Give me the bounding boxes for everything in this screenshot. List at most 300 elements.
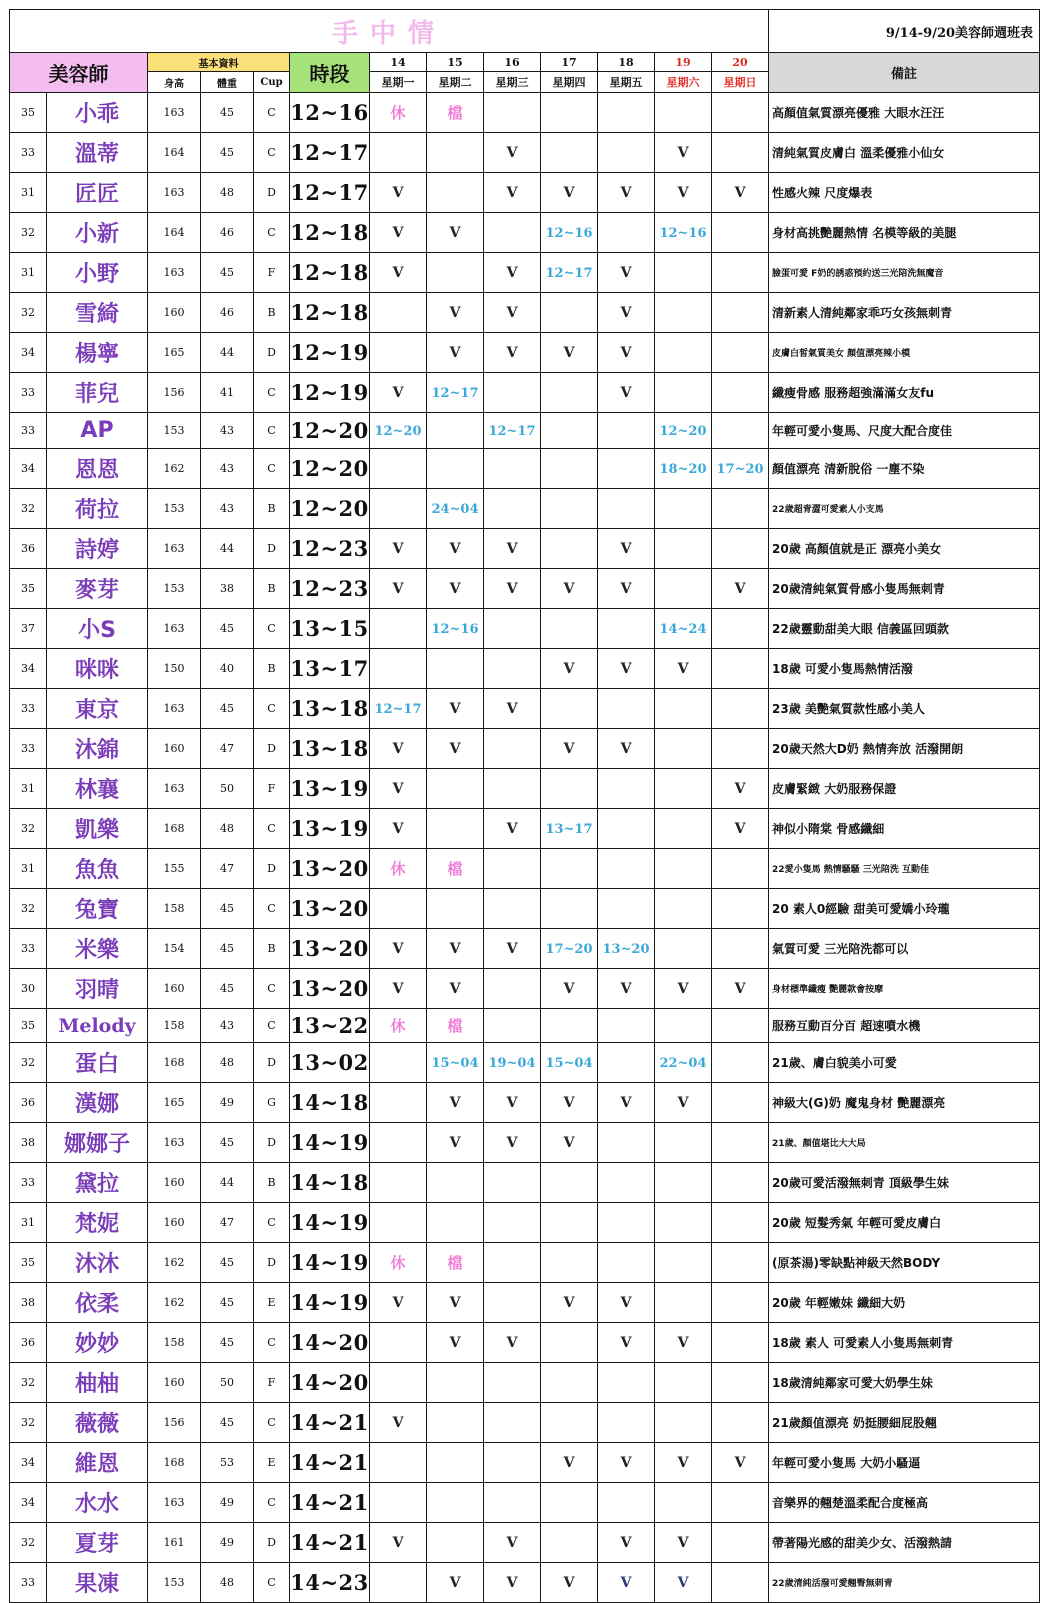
table-row: [10, 609, 1040, 649]
day-cell: [370, 1203, 427, 1243]
day-value: V: [449, 1094, 461, 1111]
header-date: 18: [598, 53, 655, 72]
day-value: V: [620, 1574, 632, 1591]
height-cell: 161: [148, 1523, 201, 1563]
day-cell: [655, 1203, 712, 1243]
day-cell: [598, 1323, 655, 1363]
day-cell: [427, 333, 484, 373]
note-cell: 神級大(G)奶 魔鬼身材 艷麗漂亮: [769, 1083, 1040, 1123]
note-cell: 高顏值氣質漂亮優雅 大眼水汪汪: [769, 93, 1040, 133]
day-cell: [598, 1523, 655, 1563]
day-value: V: [563, 1094, 575, 1111]
day-cell: [370, 649, 427, 689]
day-cell: [427, 649, 484, 689]
cup-cell: C: [254, 133, 290, 173]
day-cell: [484, 93, 541, 133]
note-cell: 18歲 素人 可愛素人小隻馬無刺青: [769, 1323, 1040, 1363]
day-cell: [598, 1563, 655, 1603]
day-cell: [598, 569, 655, 609]
weight-cell: 44: [201, 333, 254, 373]
height-cell: 150: [148, 649, 201, 689]
day-value: 12~16: [659, 225, 707, 241]
day-cell: [541, 93, 598, 133]
note-cell: 臉蛋可愛 F奶的誘惑預約送三光陪洗無魔音: [769, 253, 1040, 293]
day-cell: [370, 1323, 427, 1363]
day-cell: [541, 173, 598, 213]
note-cell: 20歲 短髮秀氣 年輕可愛皮膚白: [769, 1203, 1040, 1243]
day-cell: [655, 929, 712, 969]
day-cell: [541, 133, 598, 173]
day-cell: [484, 529, 541, 569]
day-value: V: [563, 344, 575, 361]
beautician-name: 恩恩: [47, 449, 148, 489]
day-value: V: [563, 184, 575, 201]
day-cell: [484, 1243, 541, 1283]
day-cell: [655, 1403, 712, 1443]
day-cell: [484, 333, 541, 373]
day-cell: [370, 293, 427, 333]
beautician-name: 梵妮: [47, 1203, 148, 1243]
time-slot-cell: 13~20: [290, 889, 370, 929]
table-row: [10, 373, 1040, 413]
cup-cell: D: [254, 729, 290, 769]
day-cell: [598, 333, 655, 373]
time-slot-cell: 14~19: [290, 1203, 370, 1243]
day-value: 18~20: [659, 461, 707, 477]
time-slot-cell: 13~20: [290, 929, 370, 969]
age-cell: 33: [10, 1563, 47, 1603]
day-cell: [541, 449, 598, 489]
day-value: V: [392, 184, 404, 201]
day-cell: [712, 1203, 769, 1243]
day-cell: [541, 1009, 598, 1043]
day-cell: [541, 373, 598, 413]
day-cell: [712, 253, 769, 293]
time-slot-cell: 13~20: [290, 969, 370, 1009]
height-cell: 158: [148, 889, 201, 929]
note-cell: 年輕可愛小隻馬 大奶小騷逼: [769, 1443, 1040, 1483]
table-row: [10, 769, 1040, 809]
time-slot-cell: 14~21: [290, 1403, 370, 1443]
day-cell: [370, 93, 427, 133]
note-cell: 身材高挑艷麗熱情 名模等級的美腿: [769, 213, 1040, 253]
height-cell: 160: [148, 293, 201, 333]
table-row: [10, 689, 1040, 729]
age-cell: 38: [10, 1123, 47, 1163]
header-date: 14: [370, 53, 427, 72]
day-cell: [370, 1123, 427, 1163]
day-cell: [655, 849, 712, 889]
day-cell: [598, 1243, 655, 1283]
time-slot-cell: 12~18: [290, 293, 370, 333]
age-cell: 32: [10, 1403, 47, 1443]
day-cell: [598, 809, 655, 849]
weight-cell: 43: [201, 449, 254, 489]
weight-cell: 45: [201, 1123, 254, 1163]
beautician-name: 麥芽: [47, 569, 148, 609]
note-cell: 神似小隋棠 骨感纖細: [769, 809, 1040, 849]
beautician-name: 羽晴: [47, 969, 148, 1009]
day-cell: [427, 213, 484, 253]
weight-cell: 45: [201, 1323, 254, 1363]
header-weekday: 星期一: [370, 72, 427, 93]
cup-cell: D: [254, 529, 290, 569]
day-value: V: [506, 1534, 518, 1551]
beautician-name: 柚柚: [47, 1363, 148, 1403]
day-cell: [598, 1203, 655, 1243]
height-cell: 163: [148, 1123, 201, 1163]
day-value: 12~17: [374, 701, 422, 717]
time-slot-cell: 12~20: [290, 413, 370, 449]
day-value: V: [734, 820, 746, 837]
day-value: V: [506, 304, 518, 321]
weight-cell: 50: [201, 1363, 254, 1403]
beautician-name: 維恩: [47, 1443, 148, 1483]
day-value: V: [449, 580, 461, 597]
day-cell: [655, 93, 712, 133]
header-date: 16: [484, 53, 541, 72]
height-cell: 158: [148, 1009, 201, 1043]
day-cell: [655, 373, 712, 413]
header-weekday: 星期四: [541, 72, 598, 93]
time-slot-cell: 14~19: [290, 1243, 370, 1283]
day-value: V: [677, 1334, 689, 1351]
day-cell: [427, 1283, 484, 1323]
beautician-name: 果凍: [47, 1563, 148, 1603]
day-cell: [598, 253, 655, 293]
day-cell: [541, 649, 598, 689]
day-cell: [484, 1323, 541, 1363]
table-row: [10, 1363, 1040, 1403]
day-cell: [484, 1363, 541, 1403]
age-cell: 31: [10, 769, 47, 809]
height-cell: 162: [148, 449, 201, 489]
day-cell: [484, 413, 541, 449]
time-slot-cell: 13~17: [290, 649, 370, 689]
height-cell: 156: [148, 373, 201, 413]
beautician-name: 東京: [47, 689, 148, 729]
day-value: V: [734, 1454, 746, 1471]
day-cell: [370, 729, 427, 769]
note-cell: 身材標準纖瘦 艷麗款會按摩: [769, 969, 1040, 1009]
age-cell: 34: [10, 1443, 47, 1483]
table-row: [10, 929, 1040, 969]
day-cell: [484, 1403, 541, 1443]
day-cell: [484, 1163, 541, 1203]
weight-cell: 49: [201, 1483, 254, 1523]
day-value: 24~04: [431, 501, 479, 517]
day-cell: [655, 133, 712, 173]
height-cell: 162: [148, 1283, 201, 1323]
day-cell: [484, 689, 541, 729]
day-cell: [655, 569, 712, 609]
day-value: 休: [390, 1017, 406, 1035]
table-row: [10, 729, 1040, 769]
note-cell: 22歲超青澀可愛素人小支馬: [769, 489, 1040, 529]
age-cell: 34: [10, 1483, 47, 1523]
day-value: V: [506, 1094, 518, 1111]
day-cell: [484, 1203, 541, 1243]
day-cell: [712, 809, 769, 849]
day-cell: [598, 373, 655, 413]
day-cell: [370, 1163, 427, 1203]
beautician-name: 詩婷: [47, 529, 148, 569]
age-cell: 34: [10, 449, 47, 489]
day-cell: [712, 173, 769, 213]
note-cell: 皮膚白皙氣質美女 顏值漂亮辣小模: [769, 333, 1040, 373]
day-cell: [427, 373, 484, 413]
day-cell: [370, 1283, 427, 1323]
day-cell: [427, 889, 484, 929]
height-cell: 168: [148, 1043, 201, 1083]
day-value: 檔: [447, 104, 463, 122]
day-cell: [712, 1443, 769, 1483]
time-slot-cell: 13~02: [290, 1043, 370, 1083]
day-cell: [370, 769, 427, 809]
cup-cell: B: [254, 569, 290, 609]
note-cell: 皮膚緊緻 大奶服務保證: [769, 769, 1040, 809]
day-value: V: [449, 1134, 461, 1151]
day-cell: [655, 1123, 712, 1163]
day-value: V: [563, 1574, 575, 1591]
day-value: V: [392, 1414, 404, 1431]
day-cell: [712, 849, 769, 889]
day-value: V: [392, 1534, 404, 1551]
table-row: [10, 1443, 1040, 1483]
height-cell: 162: [148, 1243, 201, 1283]
note-cell: 性感火辣 尺度爆表: [769, 173, 1040, 213]
day-cell: [484, 1043, 541, 1083]
time-slot-cell: 12~16: [290, 93, 370, 133]
table-row: [10, 253, 1040, 293]
weight-cell: 44: [201, 529, 254, 569]
age-cell: 30: [10, 969, 47, 1009]
time-slot-cell: 12~20: [290, 449, 370, 489]
day-value: V: [620, 580, 632, 597]
age-cell: 32: [10, 1363, 47, 1403]
day-cell: [484, 929, 541, 969]
age-cell: 36: [10, 1323, 47, 1363]
header-weekday: 星期六: [655, 72, 712, 93]
height-cell: 163: [148, 769, 201, 809]
day-value: V: [563, 980, 575, 997]
day-cell: [370, 1483, 427, 1523]
age-cell: 31: [10, 173, 47, 213]
age-cell: 32: [10, 293, 47, 333]
day-cell: [427, 1563, 484, 1603]
day-cell: [541, 1523, 598, 1563]
day-cell: [655, 1323, 712, 1363]
day-cell: [598, 1403, 655, 1443]
height-cell: 158: [148, 1323, 201, 1363]
day-value: V: [620, 980, 632, 997]
age-cell: 36: [10, 529, 47, 569]
day-cell: [484, 889, 541, 929]
header-date: 17: [541, 53, 598, 72]
header-weekday: 星期五: [598, 72, 655, 93]
note-cell: 20歲 高顏值就是正 漂亮小美女: [769, 529, 1040, 569]
day-cell: [655, 1443, 712, 1483]
time-slot-cell: 14~21: [290, 1443, 370, 1483]
day-cell: [712, 1323, 769, 1363]
day-cell: [484, 969, 541, 1009]
day-value: V: [677, 1534, 689, 1551]
day-cell: [712, 449, 769, 489]
day-cell: [598, 729, 655, 769]
day-value: V: [449, 304, 461, 321]
day-value: 12~17: [488, 423, 536, 439]
time-slot-cell: 13~19: [290, 769, 370, 809]
day-cell: [484, 649, 541, 689]
weight-cell: 45: [201, 969, 254, 1009]
day-value: V: [734, 980, 746, 997]
day-value: 17~20: [716, 461, 764, 477]
weight-cell: 45: [201, 1403, 254, 1443]
day-value: V: [620, 1094, 632, 1111]
day-cell: [598, 1123, 655, 1163]
table-row: [10, 1403, 1040, 1443]
day-cell: [712, 889, 769, 929]
beautician-name: 水水: [47, 1483, 148, 1523]
day-cell: [541, 1323, 598, 1363]
day-cell: [655, 1523, 712, 1563]
time-slot-cell: 12~19: [290, 333, 370, 373]
day-cell: [655, 729, 712, 769]
day-cell: [427, 809, 484, 849]
weight-cell: 41: [201, 373, 254, 413]
header-height: 身高: [148, 72, 201, 93]
schedule-body: [10, 93, 1040, 1603]
day-value: V: [620, 264, 632, 281]
weight-cell: 48: [201, 1563, 254, 1603]
day-value: V: [392, 224, 404, 241]
day-cell: [712, 293, 769, 333]
day-cell: [370, 1009, 427, 1043]
day-value: V: [620, 540, 632, 557]
day-cell: [427, 133, 484, 173]
day-cell: [598, 413, 655, 449]
beautician-name: 米樂: [47, 929, 148, 969]
day-cell: [370, 1563, 427, 1603]
day-value: V: [563, 740, 575, 757]
day-value: V: [677, 980, 689, 997]
day-cell: [712, 333, 769, 373]
day-cell: [712, 769, 769, 809]
weight-cell: 45: [201, 93, 254, 133]
beautician-name: 兔寶: [47, 889, 148, 929]
day-cell: [484, 293, 541, 333]
day-cell: [655, 489, 712, 529]
day-cell: [484, 1083, 541, 1123]
weight-cell: 40: [201, 649, 254, 689]
weight-cell: 45: [201, 929, 254, 969]
day-value: V: [449, 980, 461, 997]
day-cell: [598, 1283, 655, 1323]
beautician-name: 菲兒: [47, 373, 148, 413]
day-cell: [541, 969, 598, 1009]
time-slot-cell: 14~18: [290, 1083, 370, 1123]
table-row: [10, 213, 1040, 253]
day-value: V: [392, 384, 404, 401]
beautician-name: 魚魚: [47, 849, 148, 889]
time-slot-cell: 14~20: [290, 1363, 370, 1403]
day-cell: [541, 1403, 598, 1443]
note-cell: 年輕可愛小隻馬、尺度大配合度佳: [769, 413, 1040, 449]
day-cell: [370, 569, 427, 609]
day-cell: [541, 1563, 598, 1603]
day-value: V: [620, 304, 632, 321]
table-row: [10, 1243, 1040, 1283]
height-cell: 160: [148, 1363, 201, 1403]
day-cell: [427, 1123, 484, 1163]
age-cell: 35: [10, 1243, 47, 1283]
day-value: 15~04: [431, 1055, 479, 1071]
day-value: V: [449, 700, 461, 717]
weight-cell: 49: [201, 1523, 254, 1563]
day-cell: [370, 133, 427, 173]
table-row: [10, 969, 1040, 1009]
day-cell: [655, 1243, 712, 1283]
note-cell: 服務互動百分百 超速噴水機: [769, 1009, 1040, 1043]
age-cell: 33: [10, 689, 47, 729]
day-cell: [370, 809, 427, 849]
cup-cell: B: [254, 489, 290, 529]
day-value: V: [734, 580, 746, 597]
day-cell: [712, 1523, 769, 1563]
day-cell: [712, 93, 769, 133]
day-value: V: [563, 580, 575, 597]
day-cell: [370, 1523, 427, 1563]
age-cell: 33: [10, 133, 47, 173]
day-value: V: [620, 344, 632, 361]
cup-cell: C: [254, 1323, 290, 1363]
day-cell: [427, 413, 484, 449]
day-cell: [598, 969, 655, 1009]
age-cell: 35: [10, 569, 47, 609]
beautician-name: 沐錦: [47, 729, 148, 769]
note-cell: 纖瘦骨感 服務超強滿滿女友fu: [769, 373, 1040, 413]
day-cell: [484, 1563, 541, 1603]
time-slot-cell: 13~18: [290, 689, 370, 729]
day-cell: [712, 729, 769, 769]
day-cell: [370, 849, 427, 889]
age-cell: 32: [10, 213, 47, 253]
note-cell: 音樂界的翹楚溫柔配合度極高: [769, 1483, 1040, 1523]
day-cell: [484, 1009, 541, 1043]
day-value: V: [392, 540, 404, 557]
day-value: V: [677, 1454, 689, 1471]
note-cell: 20 素人0經驗 甜美可愛嬌小玲瓏: [769, 889, 1040, 929]
time-slot-cell: 12~23: [290, 569, 370, 609]
time-slot-cell: 13~15: [290, 609, 370, 649]
day-cell: [541, 213, 598, 253]
weight-cell: 43: [201, 413, 254, 449]
beautician-name: 漢娜: [47, 1083, 148, 1123]
weight-cell: 47: [201, 849, 254, 889]
height-cell: 164: [148, 133, 201, 173]
table-row: [10, 449, 1040, 489]
day-cell: [655, 809, 712, 849]
age-cell: 36: [10, 1083, 47, 1123]
note-cell: 22愛小隻馬 熱情騷騷 三光陪洗 互動佳: [769, 849, 1040, 889]
day-cell: [598, 849, 655, 889]
day-value: V: [563, 1454, 575, 1471]
table-row: [10, 1483, 1040, 1523]
week-range: 9/14-9/20美容師週班表: [769, 10, 1040, 53]
beautician-name: AP: [47, 413, 148, 449]
note-cell: 21歲、顏值堪比大大局: [769, 1123, 1040, 1163]
page-title: 手中情: [10, 10, 769, 53]
